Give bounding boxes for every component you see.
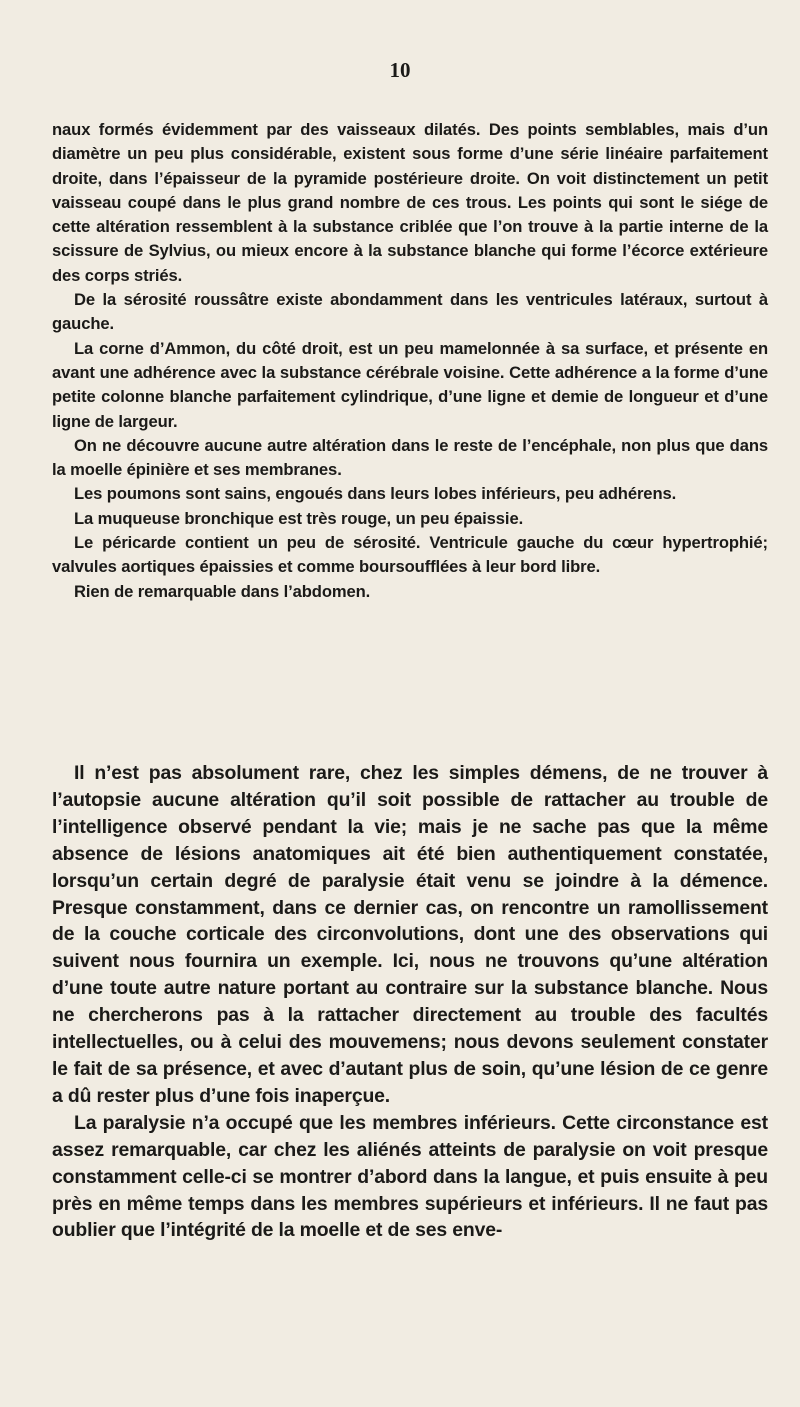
paragraph: La corne d’Ammon, du côté droit, est un peu mamelonnée à sa surface, et présente en avant une adhérence avec la substance cérébrale voisine. Cette adhérence a la forme d’une petite colonne blanche parfaitement cylindrique, d’une ligne et demie de longueur et d’une ligne de largeur. (52, 338, 768, 431)
paragraph: Les poumons sont sains, engoués dans leurs lobes inférieurs, peu adhérens. (74, 484, 677, 504)
paragraph: La paralysie n’a occupé que les membres inférieurs. Cette circonstance est assez remarquable, car chez les aliénés atteints de paralysie on voit presque constamment celle-ci se montrer d’abord dans la langue, et puis ensuite à peu près en même temps dans les membres supérieurs et inférieurs. Il ne faut pas oublier que l’intégrité de la moelle et de ses enve- (52, 1111, 768, 1242)
page-number: 10 (389, 58, 411, 82)
paragraph: naux formés évidemment par des vaisseaux dilatés. Des points semblables, mais d’un diamètre un peu plus considérable, existent sous forme d’une série linéaire parfaitement droite, dans l’épaisseur de la pyramide postérieure droite. On voit distinctement un petit vaisseau coupé dans le plus grand nombre de ces trous. Les points qui sont le siége de cette altération ressemblent à la substance criblée que l’on trouve à la partie interne de la scissure de Sylvius, ou mieux encore à la substance blanche qui forme l’écorce extérieure des corps striés. (52, 120, 768, 285)
commentary (52, 760, 768, 1244)
paragraph: Rien de remarquable dans l’abdomen. (74, 581, 371, 601)
observation-notes (52, 118, 768, 604)
paragraph: La muqueuse bronchique est très rouge, un peu épaissie. (74, 508, 524, 528)
paragraph: De la sérosité roussâtre existe abondamment dans les ventricules latéraux, surtout à gauche. (52, 290, 768, 334)
paragraph: Il n’est pas absolument rare, chez les simples démens, de ne trouver à l’autopsie aucune altération qu’il soit possible de rattacher au trouble de l’intelligence observé pendant la vie; mais je ne sache pas que la même absence de lésions anatomiques ait été bien authentiquement constatée, lorsqu’un certain degré de paralysie était venu se joindre à la démence. Presque constamment, dans ce dernier cas, on rencontre un ramollissement de la couche corticale des circonvolutions, dont une des observations qui suivent nous fournira un exemple. Ici, nous ne trouvons qu’une altération d’une toute autre nature portant au contraire sur la substance blanche. Nous ne chercherons pas à la rattacher directement au trouble des facultés intellectuelles, ou à celui des mouvemens; nous devons seulement constater le fait de sa présence, et avec d’autant plus de soin, qu’une lésion de ce genre a dû rester plus d’une fois inaperçue. (52, 762, 768, 1107)
paragraph: On ne découvre aucune autre altération dans le reste de l’encéphale, non plus que dans la moelle épinière et ses membranes. (52, 435, 768, 480)
paragraph: Le péricarde contient un peu de sérosité. Ventricule gauche du cœur hypertrophié; valvules aortiques épaissies et comme boursoufflées à leur bord libre. (52, 533, 768, 577)
